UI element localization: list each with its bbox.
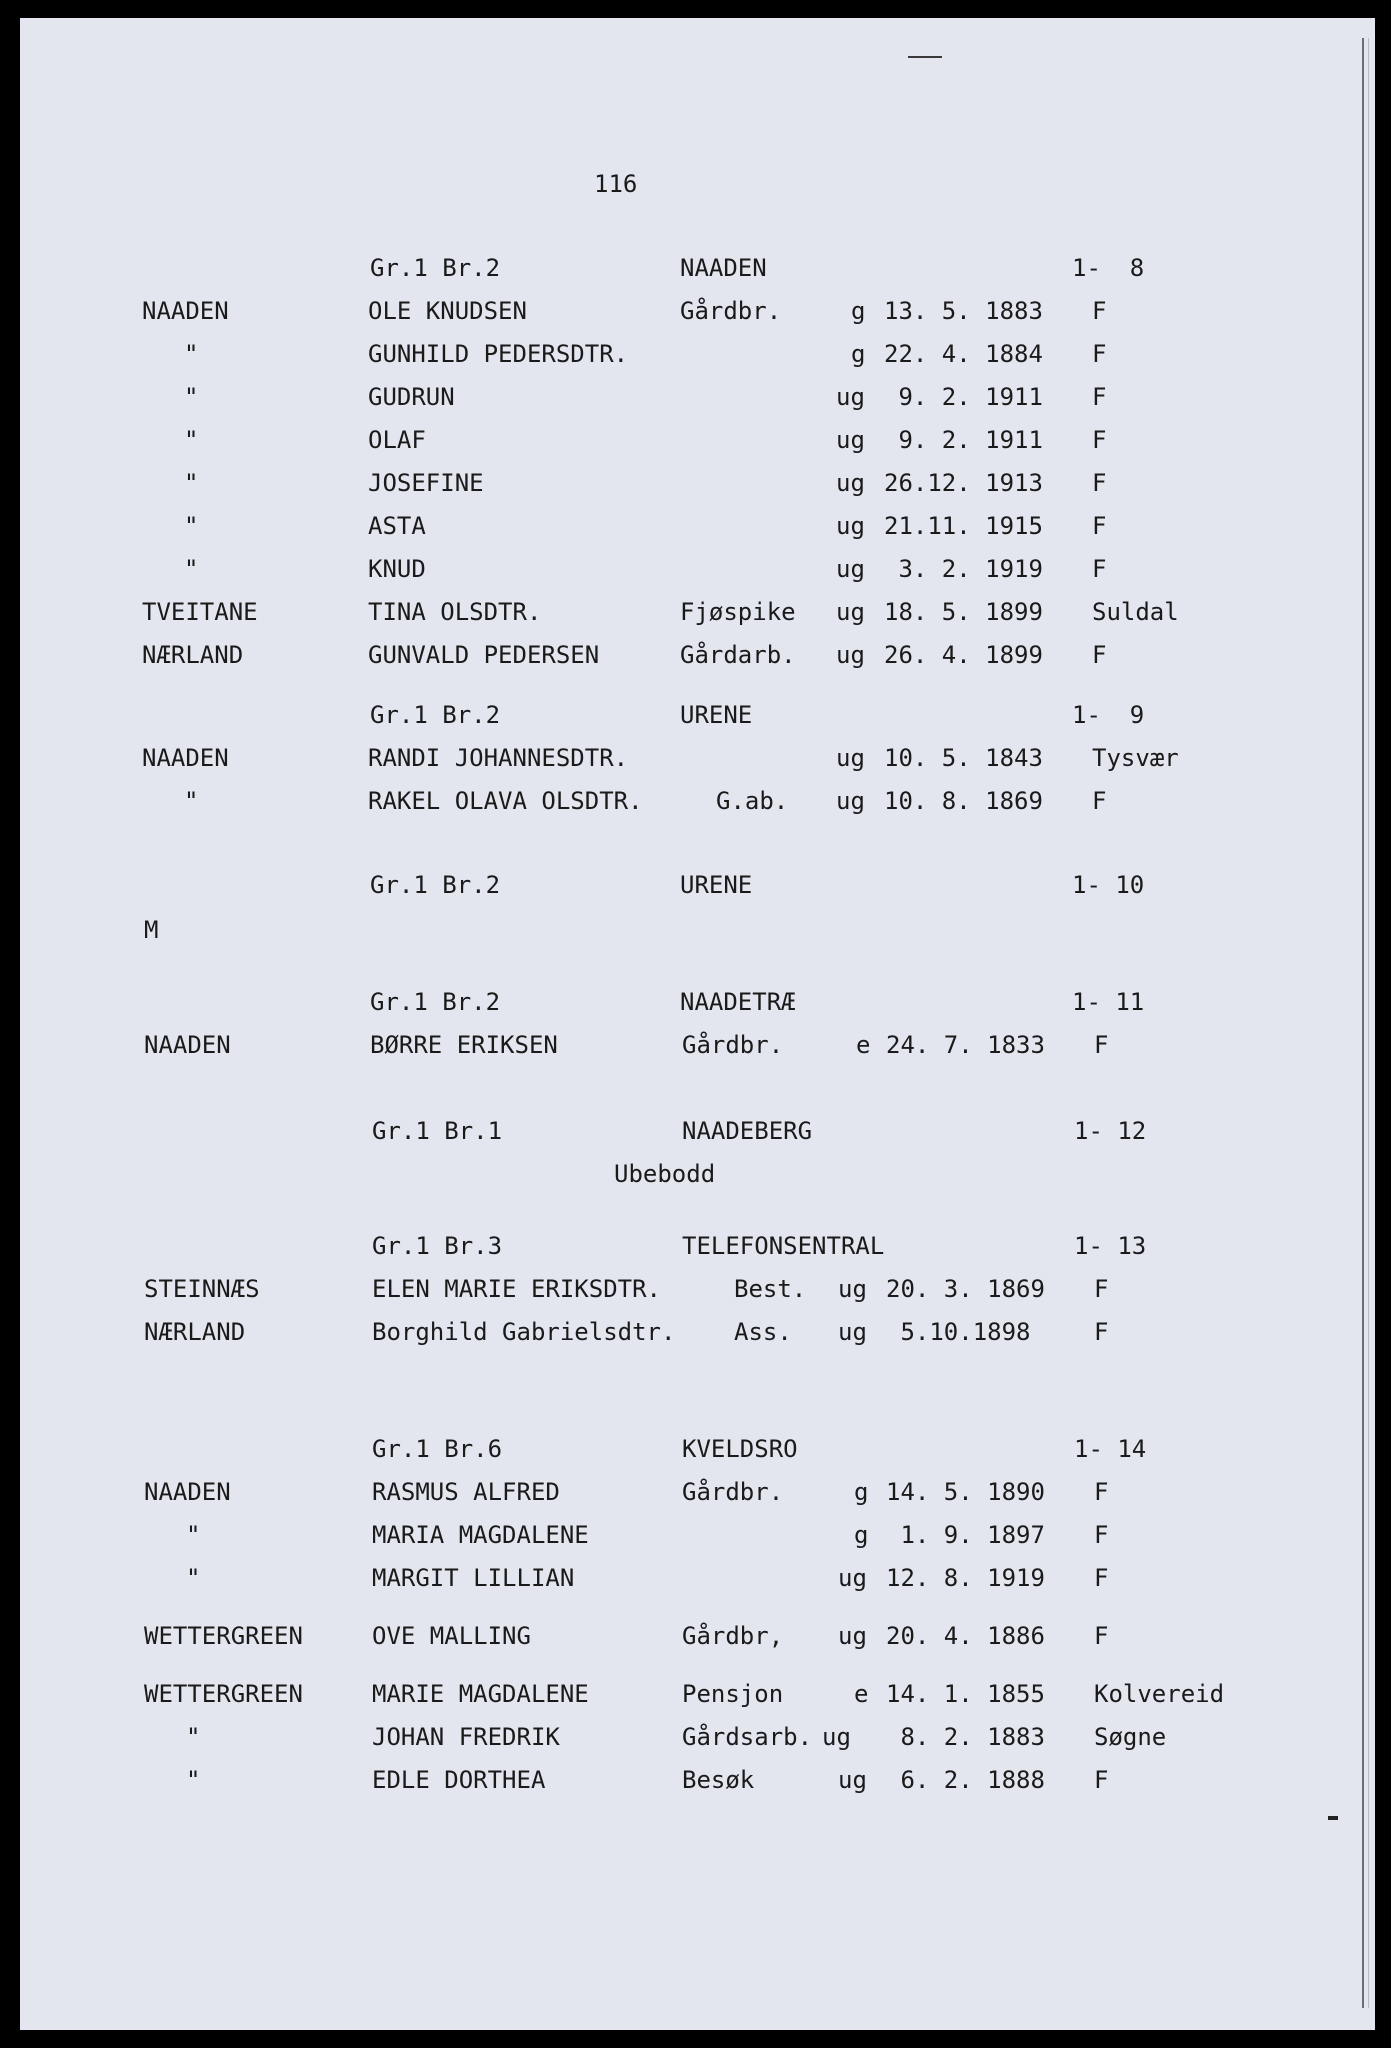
section-header-name: NAADEBERG [682,1117,813,1145]
row-occupation: Gårdbr. [680,297,782,325]
row-occupation: Besøk [682,1766,755,1794]
row-status: ug [838,1318,867,1346]
row-birth: 22. 4. 1884 [884,340,1043,368]
row-place: NAADEN [144,1478,231,1506]
row-birthplace: Kolvereid [1094,1680,1225,1708]
row-birth: 26.12. 1913 [884,469,1043,497]
row-person: ELEN MARIE ERIKSDTR. [372,1275,661,1303]
row-place: WETTERGREEN [144,1622,303,1650]
row-status: ug [838,1564,867,1592]
row-birth: 26. 4. 1899 [884,641,1043,669]
row-place: NAADEN [142,297,229,325]
row-birth: 1. 9. 1897 [886,1521,1045,1549]
section-header-number: 1- 14 [1074,1435,1147,1463]
row-person: OLAF [368,426,426,454]
row-place: WETTERGREEN [144,1680,303,1708]
row-birth: 18. 5. 1899 [884,598,1043,626]
section-header-name: NAADEN [680,254,767,282]
row-place: NÆRLAND [144,1318,246,1346]
row-status: ug [836,744,865,772]
row-place: " [186,1766,201,1794]
row-status: g [851,297,866,325]
row-place: " [184,787,199,815]
row-birthplace: F [1092,787,1107,815]
row-status: ug [836,641,865,669]
row-status: ug [836,787,865,815]
row-person: EDLE DORTHEA [372,1766,546,1794]
row-birthplace: F [1094,1031,1109,1059]
document-page [20,18,1375,2030]
section-header-number: 1- 10 [1072,871,1145,899]
row-occupation: Gårdbr. [682,1031,784,1059]
row-person: MARIE MAGDALENE [372,1680,589,1708]
row-birthplace: F [1094,1622,1109,1650]
row-birthplace: F [1092,340,1107,368]
row-person: TINA OLSDTR. [368,598,542,626]
page-number: 116 [594,170,638,198]
row-birth: 21.11. 1915 [884,512,1043,540]
row-birth: 10. 8. 1869 [884,787,1043,815]
row-birth: 24. 7. 1833 [886,1031,1045,1059]
row-place: " [186,1723,201,1751]
row-place: NAADEN [144,1031,231,1059]
row-birth: 12. 8. 1919 [886,1564,1045,1592]
row-person: GUNHILD PEDERSDTR. [368,340,629,368]
row-person: RAKEL OLAVA OLSDTR. [368,787,643,815]
row-birthplace: F [1092,426,1107,454]
row-person: ASTA [368,512,426,540]
row-birth: 10. 5. 1843 [884,744,1043,772]
section-header-number: 1- 11 [1072,988,1145,1016]
right-edge-line-faint [1368,38,1369,2008]
section-header-group: Gr.1 Br.6 [372,1435,503,1463]
row-person: OLE KNUDSEN [368,297,527,325]
row-person: MARIA MAGDALENE [372,1521,589,1549]
row-person: MARGIT LILLIAN [372,1564,575,1592]
row-birthplace: F [1092,555,1107,583]
row-status: ug [836,383,865,411]
row-status: g [854,1478,869,1506]
row-place: NÆRLAND [142,641,244,669]
row-birthplace: F [1092,297,1107,325]
section-header-number: 1- 13 [1074,1232,1147,1260]
row-person: OVE MALLING [372,1622,531,1650]
row-place: " [184,383,199,411]
row-birth: 13. 5. 1883 [884,297,1043,325]
row-person: GUNVALD PEDERSEN [368,641,600,669]
row-birthplace: F [1094,1766,1109,1794]
row-person: JOHAN FREDRIK [372,1723,560,1751]
row-status: ug [836,512,865,540]
section-header-group: Gr.1 Br.3 [372,1232,503,1260]
row-person: BØRRE ERIKSEN [370,1031,558,1059]
row-birthplace: F [1094,1318,1109,1346]
row-birth: 6. 2. 1888 [886,1766,1045,1794]
row-place: " [184,555,199,583]
row-birthplace: Suldal [1092,598,1179,626]
row-status: ug [838,1275,867,1303]
row-status: ug [836,598,865,626]
row-occupation: G.ab. [716,787,789,815]
row-birthplace: F [1094,1275,1109,1303]
section-note: M [144,916,159,944]
row-birthplace: F [1092,641,1107,669]
row-birth: 9. 2. 1911 [884,383,1043,411]
row-status: g [854,1521,869,1549]
row-status: ug [822,1723,851,1751]
row-birthplace: F [1094,1478,1109,1506]
row-place: " [184,340,199,368]
section-header-name: URENE [680,701,753,729]
row-status: ug [838,1622,867,1650]
row-occupation: Pensjon [682,1680,784,1708]
row-birth: 9. 2. 1911 [884,426,1043,454]
row-birthplace: F [1092,512,1107,540]
section-header-number: 1- 8 [1072,254,1145,282]
row-place: TVEITANE [142,598,258,626]
row-birthplace: Tysvær [1092,744,1179,772]
section-header-name: KVELDSRO [682,1435,798,1463]
row-status: e [856,1031,871,1059]
row-occupation: Fjøspike [680,598,796,626]
row-person: Borghild Gabrielsdtr. [372,1318,676,1346]
row-place: " [186,1564,201,1592]
row-birth: 5.10.1898 [886,1318,1031,1346]
section-header-name: URENE [680,871,753,899]
row-place: " [184,469,199,497]
section-header-name: NAADETRÆ [680,988,796,1016]
row-status: ug [836,555,865,583]
row-person: RANDI JOHANNESDTR. [368,744,629,772]
section-header-name: TELEFONSENTRAL [682,1232,885,1260]
row-birthplace: F [1092,383,1107,411]
row-birth: 20. 4. 1886 [886,1622,1045,1650]
row-birthplace: Søgne [1094,1723,1167,1751]
row-occupation: Ass. [734,1318,792,1346]
row-birthplace: F [1092,469,1107,497]
row-place: " [186,1521,201,1549]
row-occupation: Gårdsarb. [682,1723,813,1751]
row-place: STEINNÆS [144,1275,260,1303]
row-person: JOSEFINE [368,469,484,497]
row-place: " [184,426,199,454]
row-person: GUDRUN [368,383,455,411]
row-birthplace: F [1094,1521,1109,1549]
section-header-group: Gr.1 Br.2 [370,988,501,1016]
row-birth: 3. 2. 1919 [884,555,1043,583]
section-header-group: Gr.1 Br.2 [370,871,501,899]
side-mark [1328,1816,1338,1820]
row-status: e [854,1680,869,1708]
row-status: g [851,340,866,368]
row-birthplace: F [1094,1564,1109,1592]
right-edge-line [1362,38,1364,2008]
section-header-group: Gr.1 Br.2 [370,701,501,729]
row-place: " [184,512,199,540]
row-occupation: Gårdbr. [682,1478,784,1506]
row-birth: 8. 2. 1883 [886,1723,1045,1751]
row-occupation: Gårdbr, [682,1622,784,1650]
section-header-number: 1- 9 [1072,701,1145,729]
row-occupation: Gårdarb. [680,641,796,669]
section-header-group: Gr.1 Br.2 [370,254,501,282]
section-header-number: 1- 12 [1074,1117,1147,1145]
row-person: KNUD [368,555,426,583]
row-person: RASMUS ALFRED [372,1478,560,1506]
section-note: Ubebodd [614,1160,716,1188]
row-status: ug [838,1766,867,1794]
row-occupation: Best. [734,1275,807,1303]
row-status: ug [836,469,865,497]
row-birth: 14. 5. 1890 [886,1478,1045,1506]
row-status: ug [836,426,865,454]
row-birth: 14. 1. 1855 [886,1680,1045,1708]
section-header-group: Gr.1 Br.1 [372,1117,503,1145]
top-dash-mark [908,56,942,58]
row-place: NAADEN [142,744,229,772]
row-birth: 20. 3. 1869 [886,1275,1045,1303]
